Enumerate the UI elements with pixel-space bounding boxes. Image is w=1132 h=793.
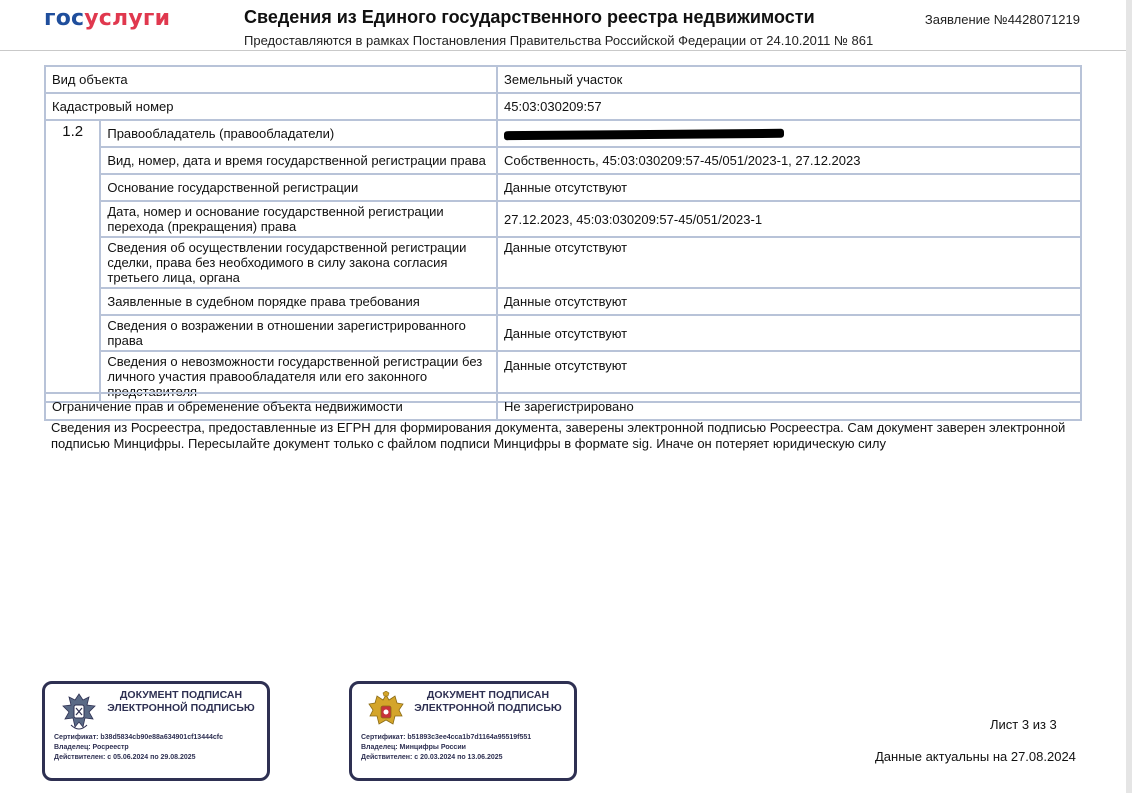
table-row (45, 120, 1081, 147)
table-row (45, 315, 1081, 351)
row-label: Основание государственной регистрации (100, 174, 497, 201)
row-value: Не зарегистрировано (497, 393, 1081, 420)
russian-coat-of-arms-icon (366, 691, 406, 733)
table-row (45, 393, 1081, 420)
row-label: Вид, номер, дата и время государственной регистрации права (100, 147, 497, 174)
row-label: Сведения о возражении в отношении зарегистрированного права (100, 315, 497, 351)
section-number: 1.2 (45, 120, 100, 402)
row-label: Кадастровый номер (45, 93, 497, 120)
header (0, 0, 1132, 51)
row-value: 45:03:030209:57 (497, 93, 1081, 120)
row-label: Дата, номер и основание государственной регистрации перехода (прекращения) права (100, 201, 497, 237)
row-value: Данные отсутствуют (497, 351, 1081, 402)
gosuslugi-logo[interactable] (44, 6, 170, 31)
signature-stamp-mintsifry (349, 681, 577, 781)
property-info-table (44, 65, 1082, 403)
legal-notice: Сведения из Росреестра, предоставленные из ЕГРН для формирования документа, заверены электронной подписью Росреестра. Сам документ заверен электронной подписью Минцифры. Пересылайте документ только с файлом подписи Минцифры в формате sig. Иначе он потеряет юридическую силу (51, 420, 1066, 451)
rosreestr-emblem-icon (59, 691, 99, 733)
row-value: Собственность, 45:03:030209:57-45/051/2023-1, 27.12.2023 (497, 147, 1081, 174)
stamp-certificate: Сертификат: b51893c3ee4cca1b7d1164a95519f551 (361, 734, 532, 741)
stamp-title: ДОКУМЕНТ ПОДПИСАН ЭЛЕКТРОННОЙ ПОДПИСЬЮ (107, 689, 255, 714)
data-actual-date: Данные актуальны на 27.08.2024 (875, 749, 1076, 764)
row-label: Ограничение прав и обременение объекта недвижимости (45, 393, 497, 420)
row-value: Данные отсутствуют (497, 237, 1081, 288)
table-row (45, 93, 1081, 120)
page-edge (1126, 0, 1132, 793)
stamp-owner: Владелец: Росреестр (54, 744, 129, 751)
owner-value-redacted (497, 120, 1081, 147)
row-label: Сведения о невозможности государственной регистрации без личного участия правообладателя или его законного представителя (100, 351, 497, 402)
row-value: Данные отсутствуют (497, 288, 1081, 315)
stamp-owner: Владелец: Минцифры России (361, 744, 466, 751)
table-row (45, 174, 1081, 201)
document-title: Сведения из Единого государственного реестра недвижимости (244, 7, 815, 27)
logo-part2: услуги (84, 6, 171, 31)
row-value: Данные отсутствуют (497, 174, 1081, 201)
redaction-bar (504, 129, 784, 140)
stamp-title: ДОКУМЕНТ ПОДПИСАН ЭЛЕКТРОННОЙ ПОДПИСЬЮ (414, 689, 562, 714)
table-row (45, 201, 1081, 237)
table-row (45, 147, 1081, 174)
application-number: Заявление №4428071219 (924, 12, 1080, 27)
row-label: Правообладатель (правообладатели) (100, 120, 497, 147)
signature-stamp-rosreestr (42, 681, 270, 781)
document-subtitle: Предоставляются в рамках Постановления Правительства Российской Федерации от 24.10.2011 № 861 (244, 33, 874, 48)
row-value: Земельный участок (497, 66, 1081, 93)
row-value: Данные отсутствуют (497, 315, 1081, 351)
stamp-certificate: Сертификат: b38d5834cb90e88a634901cf13444cfc (54, 734, 223, 741)
stamp-validity: Действителен: с 20.03.2024 по 13.06.2025 (361, 754, 503, 761)
table-row (45, 237, 1081, 288)
row-label: Заявленные в судебном порядке права требования (100, 288, 497, 315)
encumbrance-table (44, 392, 1082, 421)
table-row (45, 66, 1081, 93)
logo-part1: гос (44, 6, 85, 31)
sheet-number: Лист 3 из 3 (990, 717, 1057, 732)
row-label: Вид объекта (45, 66, 497, 93)
table-row (45, 288, 1081, 315)
row-value: 27.12.2023, 45:03:030209:57-45/051/2023-1 (497, 201, 1081, 237)
stamp-validity: Действителен: с 05.06.2024 по 29.08.2025 (54, 754, 196, 761)
row-label: Сведения об осуществлении государственной регистрации сделки, права без необходимого в силу закона согласия третьего лица, органа (100, 237, 497, 288)
